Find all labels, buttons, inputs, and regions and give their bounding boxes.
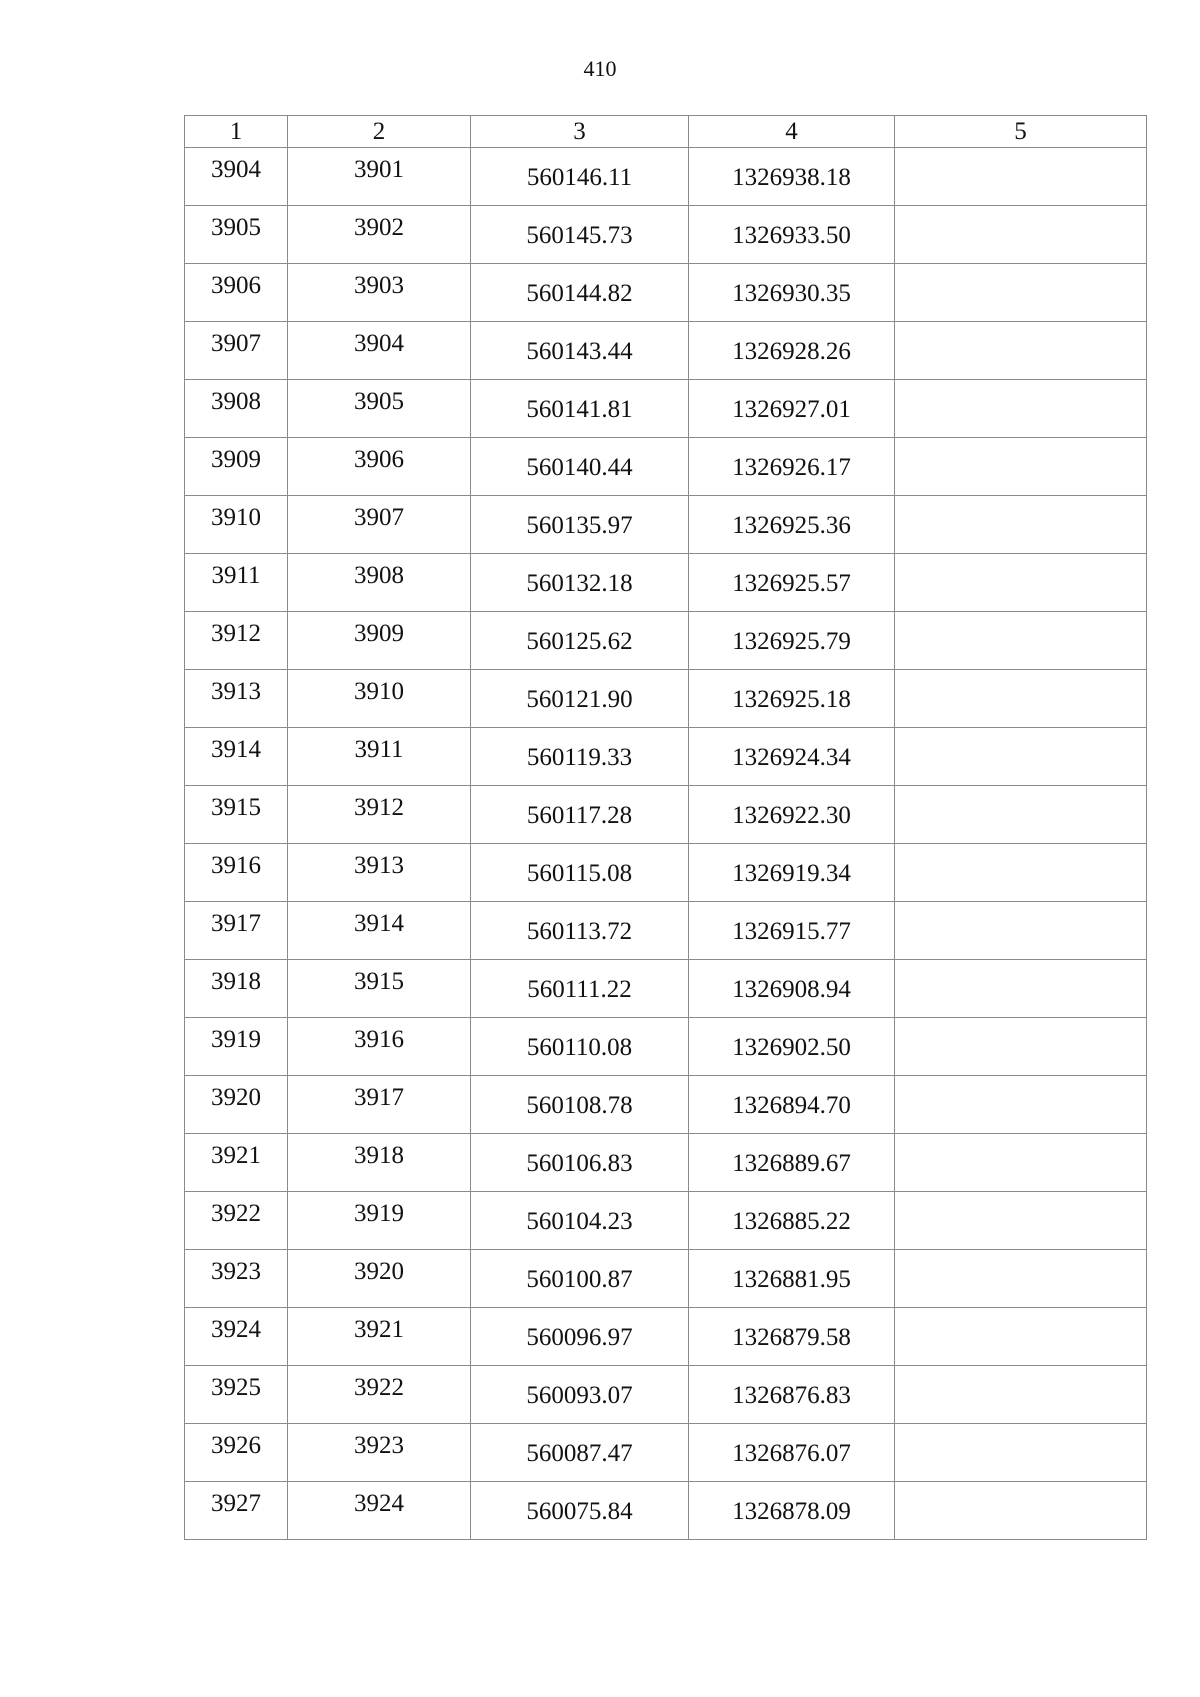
- table-row: [185, 612, 1147, 670]
- table-cell-col-1: 3916: [185, 844, 288, 902]
- table-row: [185, 1366, 1147, 1424]
- table-cell-col-2: 3913: [288, 844, 471, 902]
- table-cell-col-4: 1326926.17: [689, 438, 895, 496]
- table-cell-col-2: 3924: [288, 1482, 471, 1540]
- table-cell-col-4: 1326928.26: [689, 322, 895, 380]
- table-cell-col-1: 3908: [185, 380, 288, 438]
- table-cell-col-3: 560110.08: [471, 1018, 689, 1076]
- table-cell-col-2: 3903: [288, 264, 471, 322]
- table-cell-col-2: 3908: [288, 554, 471, 612]
- table-row: [185, 438, 1147, 496]
- table-row: [185, 1192, 1147, 1250]
- table-cell-col-4: 1326925.18: [689, 670, 895, 728]
- table-cell-col-4: 1326885.22: [689, 1192, 895, 1250]
- table-cell-col-1: 3914: [185, 728, 288, 786]
- table-cell-col-3: 560121.90: [471, 670, 689, 728]
- table-row: [185, 554, 1147, 612]
- table-header: [185, 116, 1147, 148]
- table-cell-col-5: [895, 844, 1147, 902]
- table-cell-col-5: [895, 1424, 1147, 1482]
- table-row: [185, 670, 1147, 728]
- header-row: [185, 116, 1147, 148]
- table-cell-col-3: 560115.08: [471, 844, 689, 902]
- table-cell-col-2: 3901: [288, 148, 471, 206]
- table-cell-col-4: 1326938.18: [689, 148, 895, 206]
- table-cell-col-4: 1326894.70: [689, 1076, 895, 1134]
- table-cell-col-4: 1326925.36: [689, 496, 895, 554]
- coordinates-table: [184, 115, 1147, 1540]
- table-cell-col-3: 560106.83: [471, 1134, 689, 1192]
- table-cell-col-3: 560087.47: [471, 1424, 689, 1482]
- table-cell-col-5: [895, 902, 1147, 960]
- table-cell-col-2: 3917: [288, 1076, 471, 1134]
- table-cell-col-2: 3910: [288, 670, 471, 728]
- table-row: [185, 786, 1147, 844]
- table-cell-col-3: 560145.73: [471, 206, 689, 264]
- table-cell-col-3: 560146.11: [471, 148, 689, 206]
- table-row: [185, 1018, 1147, 1076]
- table-cell-col-5: [895, 728, 1147, 786]
- table-cell-col-3: 560096.97: [471, 1308, 689, 1366]
- table-cell-col-5: [895, 380, 1147, 438]
- table-cell-col-3: 560075.84: [471, 1482, 689, 1540]
- table-row: [185, 264, 1147, 322]
- table-body: [185, 148, 1147, 1540]
- table-cell-col-5: [895, 786, 1147, 844]
- table-row: [185, 1076, 1147, 1134]
- table-cell-col-1: 3927: [185, 1482, 288, 1540]
- table-cell-col-4: 1326881.95: [689, 1250, 895, 1308]
- table-cell-col-1: 3911: [185, 554, 288, 612]
- table-cell-col-5: [895, 1134, 1147, 1192]
- table-cell-col-2: 3911: [288, 728, 471, 786]
- table-cell-col-5: [895, 264, 1147, 322]
- table-cell-col-1: 3920: [185, 1076, 288, 1134]
- table-cell-col-5: [895, 322, 1147, 380]
- table-cell-col-4: 1326878.09: [689, 1482, 895, 1540]
- table-cell-col-3: 560143.44: [471, 322, 689, 380]
- table-cell-col-3: 560132.18: [471, 554, 689, 612]
- table-cell-col-4: 1326915.77: [689, 902, 895, 960]
- table-cell-col-4: 1326922.30: [689, 786, 895, 844]
- table-cell-col-2: 3905: [288, 380, 471, 438]
- table-cell-col-1: 3924: [185, 1308, 288, 1366]
- table-cell-col-5: [895, 1076, 1147, 1134]
- table-cell-col-4: 1326925.57: [689, 554, 895, 612]
- table-cell-col-3: 560117.28: [471, 786, 689, 844]
- table-cell-col-1: 3905: [185, 206, 288, 264]
- table-cell-col-4: 1326908.94: [689, 960, 895, 1018]
- table-cell-col-3: 560144.82: [471, 264, 689, 322]
- table-cell-col-1: 3922: [185, 1192, 288, 1250]
- table-cell-col-2: 3918: [288, 1134, 471, 1192]
- table-cell-col-2: 3907: [288, 496, 471, 554]
- table-cell-col-2: 3921: [288, 1308, 471, 1366]
- table-row: [185, 1250, 1147, 1308]
- table-cell-col-5: [895, 1308, 1147, 1366]
- table-cell-col-4: 1326930.35: [689, 264, 895, 322]
- table-cell-col-3: 560141.81: [471, 380, 689, 438]
- table-cell-col-1: 3907: [185, 322, 288, 380]
- table-cell-col-5: [895, 438, 1147, 496]
- table-cell-col-1: 3915: [185, 786, 288, 844]
- table-cell-col-5: [895, 1366, 1147, 1424]
- table-cell-col-1: 3913: [185, 670, 288, 728]
- table-cell-col-4: 1326889.67: [689, 1134, 895, 1192]
- table-cell-col-1: 3909: [185, 438, 288, 496]
- table-row: [185, 496, 1147, 554]
- table-cell-col-4: 1326876.83: [689, 1366, 895, 1424]
- table-cell-col-1: 3925: [185, 1366, 288, 1424]
- table-cell-col-5: [895, 496, 1147, 554]
- table-cell-col-1: 3919: [185, 1018, 288, 1076]
- table-cell-col-2: 3909: [288, 612, 471, 670]
- table-cell-col-2: 3904: [288, 322, 471, 380]
- table-cell-col-3: 560125.62: [471, 612, 689, 670]
- table-cell-col-4: 1326925.79: [689, 612, 895, 670]
- table-cell-col-2: 3914: [288, 902, 471, 960]
- table-cell-col-4: 1326924.34: [689, 728, 895, 786]
- table-cell-col-1: 3906: [185, 264, 288, 322]
- table-cell-col-2: 3922: [288, 1366, 471, 1424]
- table-cell-col-1: 3918: [185, 960, 288, 1018]
- table-cell-col-1: 3917: [185, 902, 288, 960]
- column-header-1: 1: [185, 116, 288, 148]
- table-cell-col-3: 560093.07: [471, 1366, 689, 1424]
- table-cell-col-3: 560108.78: [471, 1076, 689, 1134]
- table-row: [185, 960, 1147, 1018]
- column-header-4: 4: [689, 116, 895, 148]
- table-cell-col-5: [895, 612, 1147, 670]
- table-cell-col-1: 3923: [185, 1250, 288, 1308]
- table-cell-col-1: 3926: [185, 1424, 288, 1482]
- table-row: [185, 844, 1147, 902]
- table-cell-col-2: 3920: [288, 1250, 471, 1308]
- table-cell-col-1: 3904: [185, 148, 288, 206]
- table-row: [185, 148, 1147, 206]
- table-cell-col-4: 1326902.50: [689, 1018, 895, 1076]
- table-cell-col-4: 1326927.01: [689, 380, 895, 438]
- table-cell-col-1: 3910: [185, 496, 288, 554]
- table-cell-col-5: [895, 1482, 1147, 1540]
- table-row: [185, 1424, 1147, 1482]
- column-header-2: 2: [288, 116, 471, 148]
- table-cell-col-5: [895, 554, 1147, 612]
- table-cell-col-5: [895, 670, 1147, 728]
- table-cell-col-2: 3923: [288, 1424, 471, 1482]
- table-cell-col-2: 3906: [288, 438, 471, 496]
- table-cell-col-3: 560100.87: [471, 1250, 689, 1308]
- table-row: [185, 380, 1147, 438]
- table-cell-col-5: [895, 1250, 1147, 1308]
- table-row: [185, 1482, 1147, 1540]
- table-cell-col-5: [895, 960, 1147, 1018]
- table-cell-col-5: [895, 206, 1147, 264]
- table-row: [185, 1134, 1147, 1192]
- table-cell-col-3: 560135.97: [471, 496, 689, 554]
- table-row: [185, 206, 1147, 264]
- table-cell-col-2: 3915: [288, 960, 471, 1018]
- column-header-5: 5: [895, 116, 1147, 148]
- table-cell-col-4: 1326879.58: [689, 1308, 895, 1366]
- table-cell-col-3: 560113.72: [471, 902, 689, 960]
- table-cell-col-3: 560104.23: [471, 1192, 689, 1250]
- table-cell-col-1: 3921: [185, 1134, 288, 1192]
- table-row: [185, 1308, 1147, 1366]
- table-cell-col-5: [895, 148, 1147, 206]
- page-number: 410: [583, 56, 617, 81]
- table-cell-col-2: 3916: [288, 1018, 471, 1076]
- table-cell-col-3: 560111.22: [471, 960, 689, 1018]
- table-cell-col-4: 1326933.50: [689, 206, 895, 264]
- table-cell-col-5: [895, 1192, 1147, 1250]
- table-row: [185, 728, 1147, 786]
- table-cell-col-5: [895, 1018, 1147, 1076]
- table-cell-col-1: 3912: [185, 612, 288, 670]
- table-cell-col-2: 3919: [288, 1192, 471, 1250]
- column-header-3: 3: [471, 116, 689, 148]
- table-cell-col-2: 3902: [288, 206, 471, 264]
- table-cell-col-3: 560119.33: [471, 728, 689, 786]
- table-cell-col-4: 1326876.07: [689, 1424, 895, 1482]
- table-cell-col-2: 3912: [288, 786, 471, 844]
- table-cell-col-3: 560140.44: [471, 438, 689, 496]
- table-row: [185, 902, 1147, 960]
- table-cell-col-4: 1326919.34: [689, 844, 895, 902]
- table-row: [185, 322, 1147, 380]
